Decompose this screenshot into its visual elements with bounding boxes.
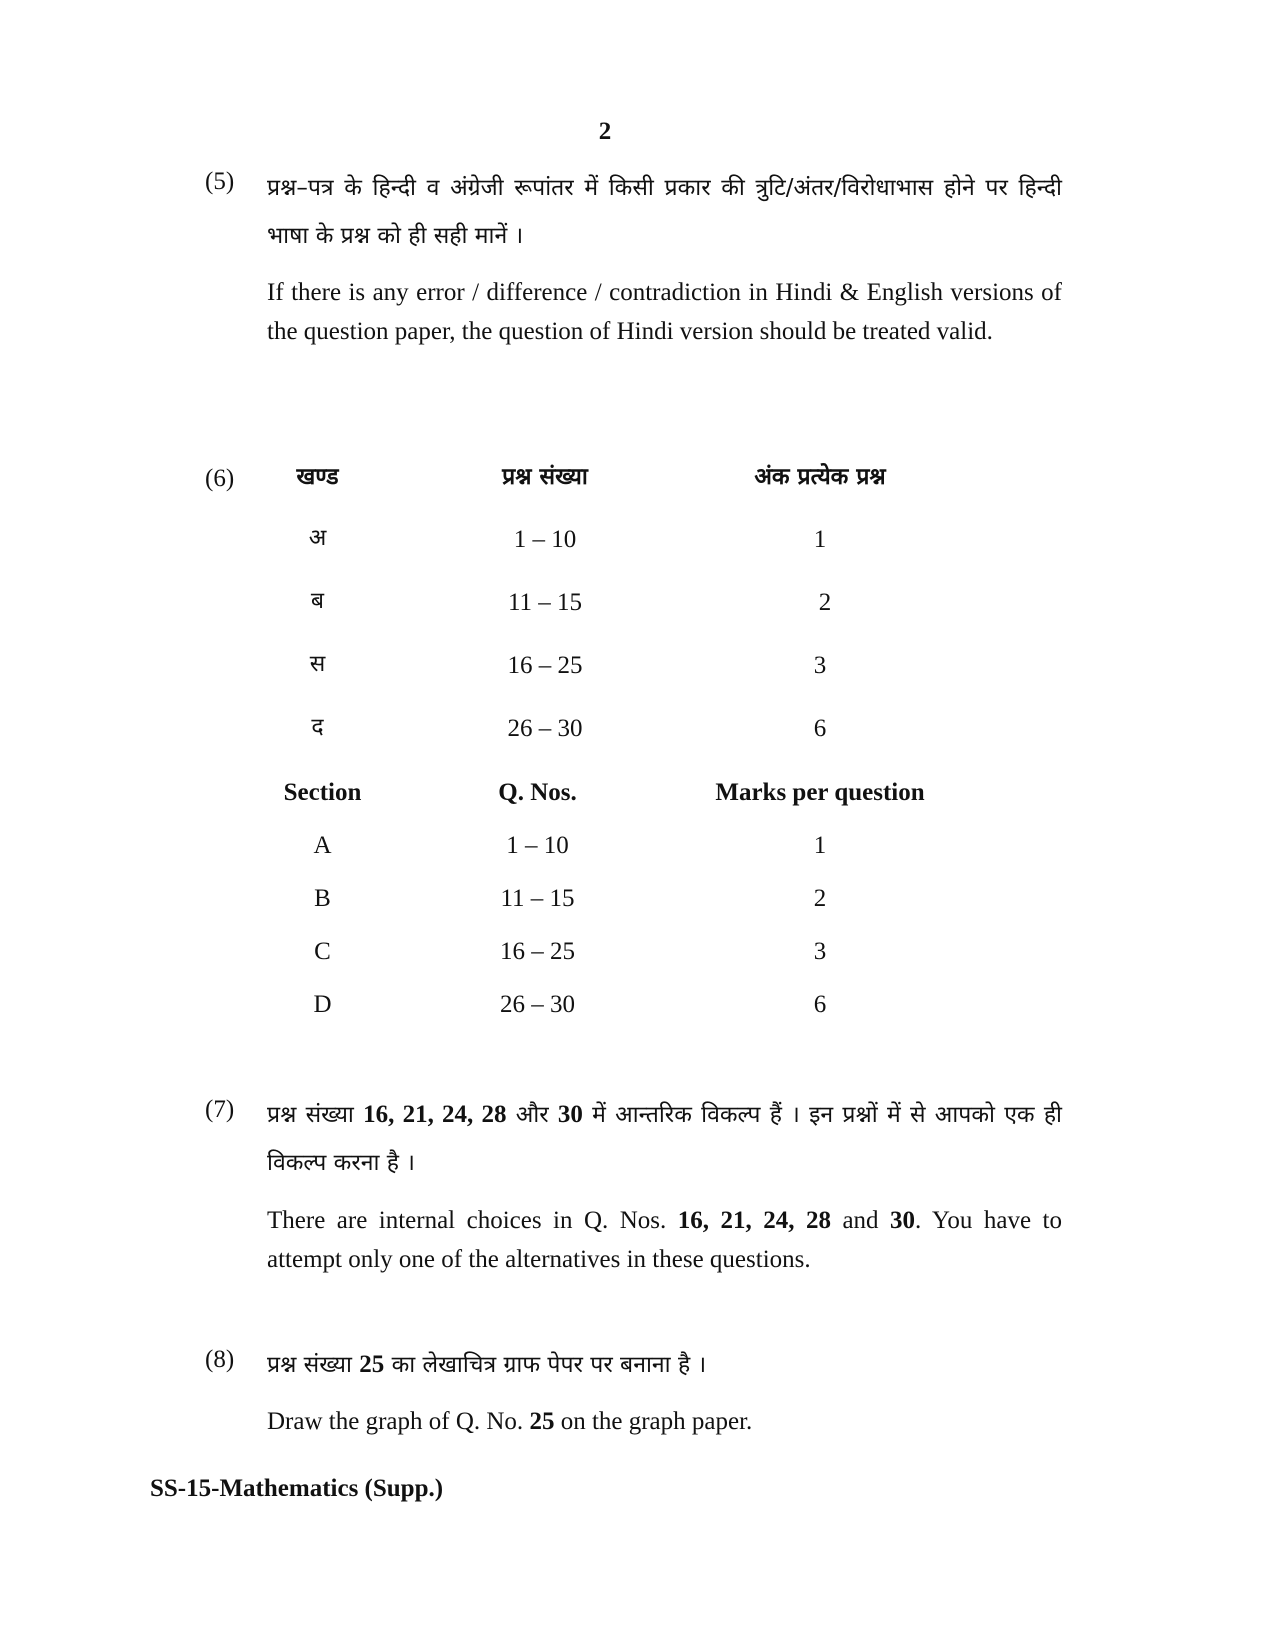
hindi-row-section: ब <box>310 588 325 614</box>
page-number: 2 <box>598 118 612 145</box>
hindi-row-qnos: 11 – 15 <box>507 589 583 616</box>
english-row-marks: 3 <box>813 938 827 965</box>
english-row-marks: 1 <box>813 832 827 859</box>
english-row-qnos: 1 – 10 <box>506 832 569 859</box>
english-header-section: Section <box>283 779 362 806</box>
item-7-number: (7) <box>205 1096 235 1123</box>
hindi-row-qnos: 1 – 10 <box>513 526 577 553</box>
english-row-qnos: 26 – 30 <box>500 991 575 1018</box>
item-5-number: (5) <box>205 168 235 195</box>
english-row-section: C <box>314 938 331 965</box>
english-row-marks: 2 <box>813 885 827 912</box>
hindi-row-section: द <box>311 714 324 740</box>
hindi-row-section: अ <box>308 525 327 551</box>
hindi-row-marks: 1 <box>813 526 827 553</box>
hindi-row-qnos: 26 – 30 <box>507 715 583 742</box>
item-7-english-text: There are internal choices in Q. Nos. 16, 21, 24, 28 and 30. You have to attempt only one of the alternatives in these questions. <box>267 1207 1062 1273</box>
english-header-marks: Marks per question <box>715 779 925 806</box>
hindi-row-marks: 6 <box>813 715 827 742</box>
hindi-header-marks: अंक प्रत्येक प्रश्न <box>754 464 886 490</box>
footer-paper-code: SS-15-Mathematics (Supp.) <box>150 1475 444 1502</box>
english-row-marks: 6 <box>813 991 827 1018</box>
item-8-hindi-text: प्रश्न संख्या 25 का लेखाचित्र ग्राफ पेपर पर बनाना है । <box>267 1351 707 1378</box>
item-5-hindi-text: प्रश्न–पत्र के हिन्दी व अंग्रेजी रूपांतर में किसी प्रकार की त्रुटि/अंतर/विरोधाभास होने पर हिन्दी भाषा के प्रश्न को ही सही मानें । <box>267 175 1062 249</box>
item-8-english-text: Draw the graph of Q. No. 25 on the graph paper. <box>267 1408 753 1435</box>
item-7-hindi-text: प्रश्न संख्या 16, 21, 24, 28 और 30 में आन्तरिक विकल्प हैं । इन प्रश्नों में से आपको एक ही विकल्प करना है । <box>267 1101 1062 1176</box>
item-8-number: (8) <box>205 1346 235 1373</box>
english-row-section: D <box>313 991 332 1018</box>
hindi-header-qnos: प्रश्न संख्या <box>502 464 588 490</box>
item-6-number: (6) <box>205 465 235 492</box>
hindi-header-section: खण्ड <box>296 464 339 490</box>
hindi-row-marks: 2 <box>818 589 832 616</box>
english-row-qnos: 11 – 15 <box>500 885 575 912</box>
hindi-row-marks: 3 <box>813 652 827 679</box>
english-row-section: A <box>313 832 332 859</box>
english-row-section: B <box>314 885 331 912</box>
english-header-qnos: Q. Nos. <box>498 779 577 806</box>
item-5-english-text: If there is any error / difference / contradiction in Hindi & English versions of the question paper, the question of Hindi version should be treated valid. <box>267 279 1062 345</box>
english-row-qnos: 16 – 25 <box>500 938 575 965</box>
hindi-row-qnos: 16 – 25 <box>507 652 583 679</box>
hindi-row-section: स <box>309 651 326 677</box>
